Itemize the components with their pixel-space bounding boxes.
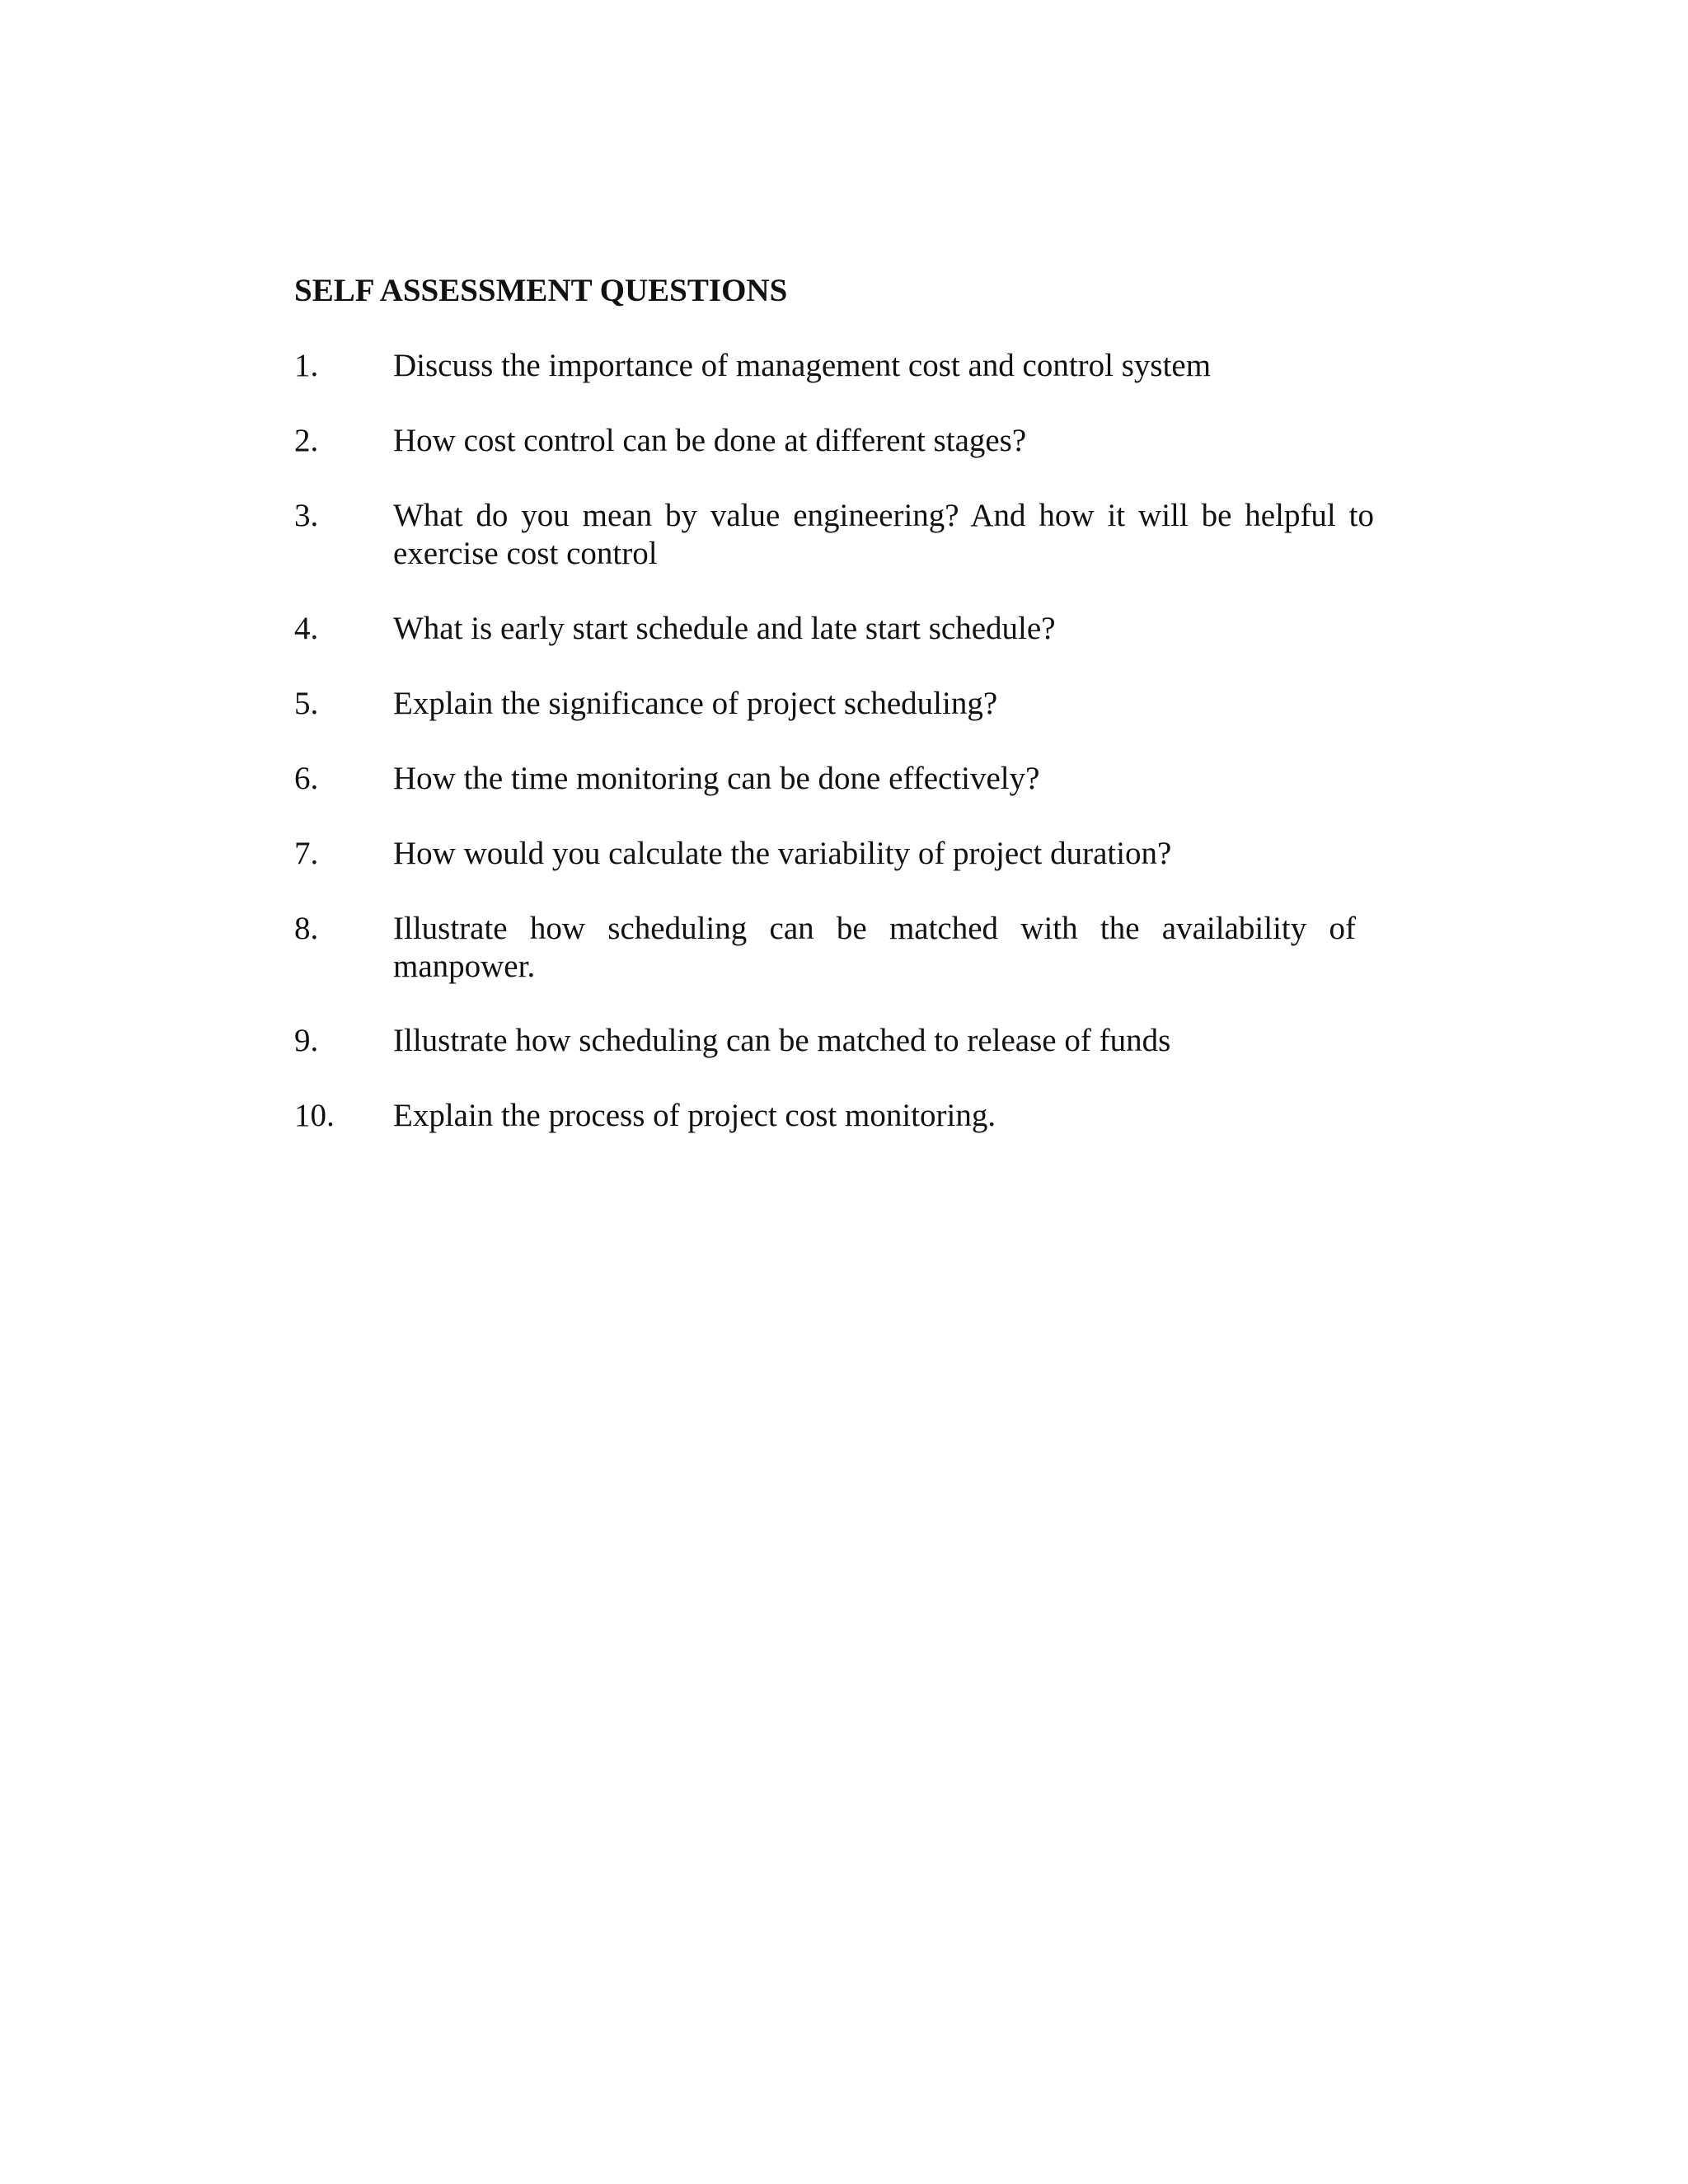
question-text: Illustrate how scheduling can be matched to release of funds	[393, 1023, 1171, 1058]
question-number: 3.	[294, 498, 319, 533]
question-text: How the time monitoring can be done effectively?	[393, 761, 1040, 796]
question-number: 10.	[294, 1098, 335, 1133]
question-number: 8.	[294, 911, 319, 946]
question-number: 4.	[294, 611, 319, 646]
question-text: What is early start schedule and late start schedule?	[393, 611, 1056, 646]
question-number: 9.	[294, 1023, 319, 1058]
question-number: 6.	[294, 761, 319, 796]
question-number: 7.	[294, 836, 319, 871]
question-text: Discuss the importance of management cost and control system	[393, 348, 1212, 383]
question-number: 1.	[294, 348, 319, 383]
question-text: How would you calculate the variability of project duration?	[393, 836, 1172, 871]
question-text: How cost control can be done at different stages?	[393, 423, 1027, 458]
question-text: Illustrate how scheduling can be matched with the availability of manpower.	[393, 911, 1356, 984]
question-text: What do you mean by value engineering? And how it will be helpful to exercise cost control	[393, 498, 1374, 571]
section-heading: SELF ASSESSMENT QUESTIONS	[294, 273, 788, 308]
question-number: 2.	[294, 423, 319, 458]
question-text: Explain the significance of project scheduling?	[393, 686, 998, 721]
question-text: Explain the process of project cost monitoring.	[393, 1098, 996, 1133]
question-number: 5.	[294, 686, 319, 721]
